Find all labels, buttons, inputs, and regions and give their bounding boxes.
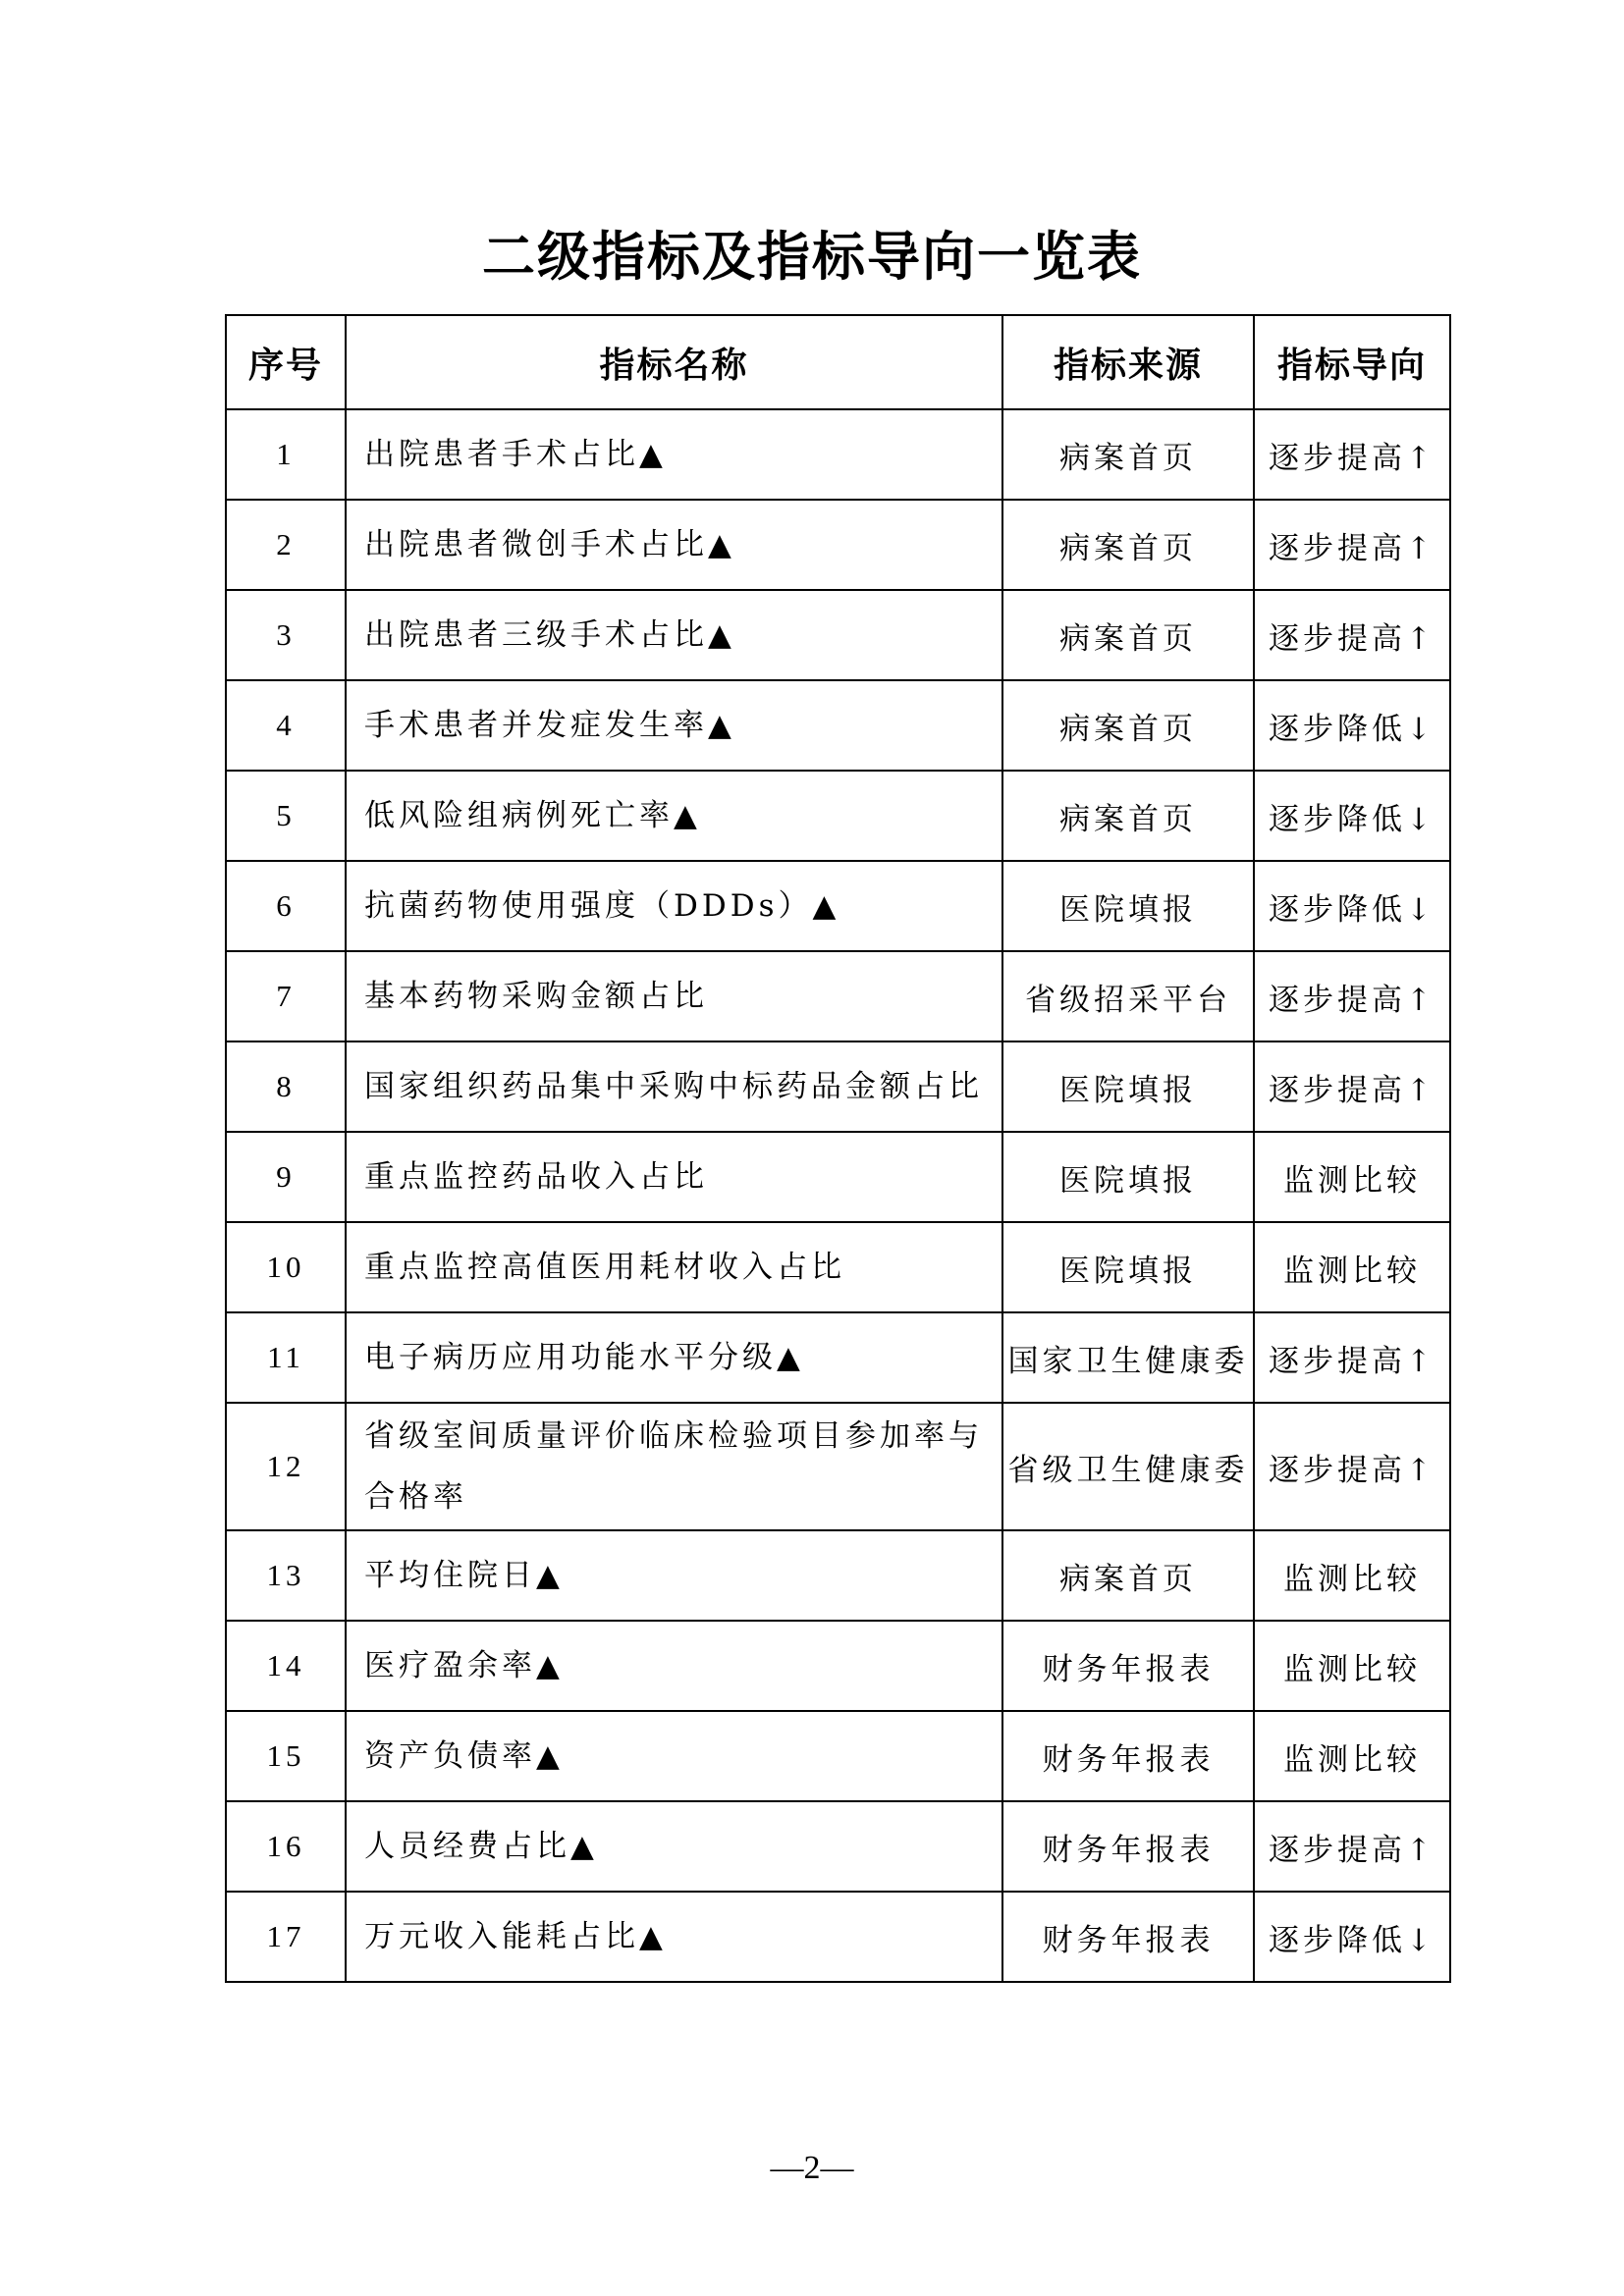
indicator-direction: 监测比较 — [1254, 1222, 1450, 1312]
table-row — [226, 1312, 1450, 1403]
indicator-source: 医院填报 — [1002, 861, 1254, 951]
indicator-direction: 监测比较 — [1254, 1530, 1450, 1621]
indicator-source: 病案首页 — [1002, 409, 1254, 500]
indicator-direction: 逐步提高↑ — [1254, 1801, 1450, 1892]
table-body — [226, 409, 1450, 1982]
indicator-source: 病案首页 — [1002, 1530, 1254, 1621]
indicator-name: 省级室间质量评价临床检验项目参加率与合格率 — [346, 1403, 1002, 1530]
header-source: 指标来源 — [1002, 315, 1254, 409]
table-row — [226, 951, 1450, 1041]
row-number: 10 — [226, 1222, 346, 1312]
indicator-name: 手术患者并发症发生率▲ — [346, 680, 1002, 771]
indicator-direction: 逐步提高↑ — [1254, 1312, 1450, 1403]
page-title: 二级指标及指标导向一览表 — [482, 226, 1142, 288]
table-row — [226, 409, 1450, 500]
header-no: 序号 — [226, 315, 346, 409]
indicator-direction: 监测比较 — [1254, 1711, 1450, 1801]
indicator-source: 医院填报 — [1002, 1041, 1254, 1132]
table-row — [226, 861, 1450, 951]
indicator-name: 医疗盈余率▲ — [346, 1621, 1002, 1711]
indicator-source: 财务年报表 — [1002, 1892, 1254, 1982]
table-header-row — [226, 315, 1450, 409]
row-number: 9 — [226, 1132, 346, 1222]
indicator-direction: 监测比较 — [1254, 1621, 1450, 1711]
indicator-name: 平均住院日▲ — [346, 1530, 1002, 1621]
indicator-source: 财务年报表 — [1002, 1711, 1254, 1801]
table-row — [226, 590, 1450, 680]
indicator-direction: 逐步降低↓ — [1254, 680, 1450, 771]
indicator-name: 抗菌药物使用强度（DDDs）▲ — [346, 861, 1002, 951]
table-row — [226, 1041, 1450, 1132]
indicator-name: 重点监控高值医用耗材收入占比 — [346, 1222, 1002, 1312]
row-number: 14 — [226, 1621, 346, 1711]
indicator-name: 低风险组病例死亡率▲ — [346, 771, 1002, 861]
indicator-name: 资产负债率▲ — [346, 1711, 1002, 1801]
indicator-direction: 逐步提高↑ — [1254, 500, 1450, 590]
row-number: 6 — [226, 861, 346, 951]
indicator-direction: 逐步提高↑ — [1254, 409, 1450, 500]
header-direction: 指标导向 — [1254, 315, 1450, 409]
indicator-direction: 逐步降低↓ — [1254, 771, 1450, 861]
table-row — [226, 771, 1450, 861]
table-row — [226, 1403, 1450, 1530]
table-row — [226, 1621, 1450, 1711]
indicator-name: 重点监控药品收入占比 — [346, 1132, 1002, 1222]
row-number: 12 — [226, 1403, 346, 1530]
indicator-source: 病案首页 — [1002, 500, 1254, 590]
indicator-direction: 逐步提高↑ — [1254, 1041, 1450, 1132]
table-row — [226, 1530, 1450, 1621]
table-row — [226, 680, 1450, 771]
indicator-source: 病案首页 — [1002, 680, 1254, 771]
indicator-source: 财务年报表 — [1002, 1801, 1254, 1892]
indicator-name: 出院患者手术占比▲ — [346, 409, 1002, 500]
row-number: 3 — [226, 590, 346, 680]
table-row — [226, 1892, 1450, 1982]
table-row — [226, 500, 1450, 590]
row-number: 11 — [226, 1312, 346, 1403]
indicator-direction: 监测比较 — [1254, 1132, 1450, 1222]
indicator-source: 国家卫生健康委 — [1002, 1312, 1254, 1403]
indicator-source: 省级招采平台 — [1002, 951, 1254, 1041]
row-number: 4 — [226, 680, 346, 771]
indicator-direction: 逐步降低↓ — [1254, 1892, 1450, 1982]
indicator-source: 医院填报 — [1002, 1222, 1254, 1312]
table-row — [226, 1132, 1450, 1222]
indicator-source: 病案首页 — [1002, 771, 1254, 861]
table-row — [226, 1222, 1450, 1312]
row-number: 1 — [226, 409, 346, 500]
indicator-name: 出院患者微创手术占比▲ — [346, 500, 1002, 590]
table-row — [226, 1801, 1450, 1892]
row-number: 13 — [226, 1530, 346, 1621]
indicator-source: 医院填报 — [1002, 1132, 1254, 1222]
row-number: 17 — [226, 1892, 346, 1982]
table-row — [226, 1711, 1450, 1801]
indicator-source: 病案首页 — [1002, 590, 1254, 680]
row-number: 2 — [226, 500, 346, 590]
indicator-name: 基本药物采购金额占比 — [346, 951, 1002, 1041]
row-number: 7 — [226, 951, 346, 1041]
row-number: 8 — [226, 1041, 346, 1132]
indicator-direction: 逐步提高↑ — [1254, 951, 1450, 1041]
header-name: 指标名称 — [346, 315, 1002, 409]
row-number: 15 — [226, 1711, 346, 1801]
page-number: —2— — [770, 2150, 854, 2186]
indicator-source: 省级卫生健康委 — [1002, 1403, 1254, 1530]
indicator-direction: 逐步降低↓ — [1254, 861, 1450, 951]
indicator-direction: 逐步提高↑ — [1254, 590, 1450, 680]
indicator-name: 万元收入能耗占比▲ — [346, 1892, 1002, 1982]
indicator-name: 出院患者三级手术占比▲ — [346, 590, 1002, 680]
indicator-name: 人员经费占比▲ — [346, 1801, 1002, 1892]
indicator-name: 国家组织药品集中采购中标药品金额占比 — [346, 1041, 1002, 1132]
row-number: 5 — [226, 771, 346, 861]
indicator-table — [225, 314, 1451, 1983]
indicator-name: 电子病历应用功能水平分级▲ — [346, 1312, 1002, 1403]
row-number: 16 — [226, 1801, 346, 1892]
indicator-source: 财务年报表 — [1002, 1621, 1254, 1711]
indicator-direction: 逐步提高↑ — [1254, 1403, 1450, 1530]
